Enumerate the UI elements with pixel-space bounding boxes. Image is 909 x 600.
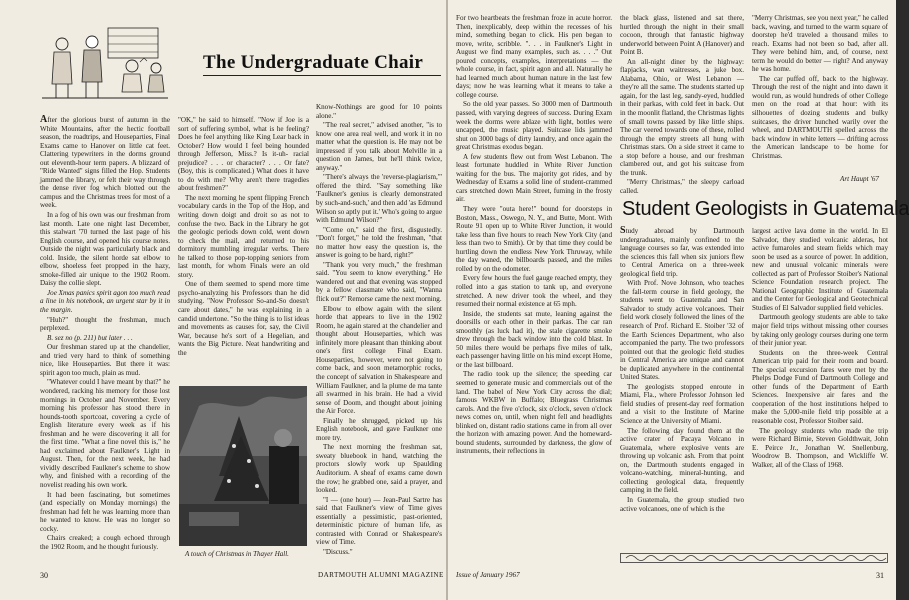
paragraph: An all-night diner by the highway: flapjacks, wan waitresses, a juke box. Alabama, Ohio, or West Lebanon — they're all the same. The students started up again, for the last leg, sandy-eyed, huddled in their parkas, with cold feet in back. Out in the moonlit flatland, the Christmas lights of small towns passed by like little ships. The car veered towards one of these, rolled through the empty streets all hung with Christmas stars. On a side street it came to a stop before a house, and our freshman clambered out, and got his suitcase from the trunk. (620, 57, 744, 177)
left-column-3 (316, 103, 442, 566)
student-sketch-illustration (40, 22, 170, 104)
right-column-3 (752, 14, 888, 174)
paragraph: In Guatemala, the group studied two active volcanoes, one of which is the (620, 495, 744, 513)
left-page (0, 0, 446, 600)
geology-column-2 (752, 227, 888, 549)
left-column-2 (178, 116, 309, 381)
paragraph: The geologists stopped enroute in Miami, Fla., where Professor Johnson led field studies of present-day reef formation and a visit to the Institute of Marine Science at the University of Miami. (620, 382, 744, 426)
page-number-right: 31 (876, 571, 884, 580)
author-signature: Art Haupt '67 (840, 175, 879, 183)
paragraph: After the glorious burst of autumn in the White Mountains, after the hectic football season, the roadtrips, and Houseparties, Final Exams came to Hanover on little cat feet. Clattering typewriters in the dorms ground out eleventh-hour term papers. A blizzard of "Ride Wanted" signs filled the Hop. Students jammed the library, or felt their way through the dense river fog which blotted out the campus and the Christmas trees for most of a week. (40, 114, 170, 210)
paragraph: The next morning the freshman sat, sweaty bluebook in hand, watching the proctors slowly work up Spaulding Auditorium. A sheaf of exams came down the row; he grabbed one, said a prayer, and looked. (316, 443, 442, 495)
paragraph: "Discuss." (323, 547, 353, 556)
paragraph: Inside, the students sat mute, leaning against the doorsills or each other in their parkas. The car ran smoothly (as luck had it), the stale cigarette smoke drew through the back window into the cold blast. In 50 miles there would be perhaps five miles of talk, each passenger having little on his mind except Home, or the last billboard. (456, 309, 612, 369)
footer-issue-date (456, 571, 520, 579)
paragraph: A few students flew out from West Lebanon. The least fortunate huddled in White River Junction waiting for the bus. The majority got rides, and by Wednesday of Exams a solid line of student-crammed cars stretched down Main Street, fuming in the frosty air. (456, 152, 612, 204)
decorative-ornament-band (620, 551, 888, 565)
christmas-thayer-hall-photo (179, 386, 307, 546)
paragraph: They were "outa here!" bound for doorsteps in Boston, Mass., Oswego, N. Y., and Butte, Mont. With Route 91 open up to White River Junction, it would take less than five hours to reach New York City (and less than two to Smith). Or by that time they could be hurtling down the endless New York Thruway, while the day waned, the billboards passed, and the miles rolled by on the odometer. (456, 205, 612, 273)
issue-date-text: Issue of January 1967 (456, 571, 520, 579)
paragraph: the black glass, listened and sat there, hurtled through the night in their small cocoon, through that fantastic highway underworld between Point A (Hanover) and Point B. (620, 14, 744, 57)
paragraph: The car puffed off, back to the highway. Through the rest of the night and into dawn it would run, as would hundreds of other College men on the road at that hour: with its silhouettes of dozing students and bulky suitcases, the driver hunched warily over the wheel, and DARTMOUTH spelled across the back window in white letters — drifting across the American landscape to be home for Christmas. (752, 74, 888, 160)
paragraph: "OK," he said to himself. "Now if Joe is a sort of suffering symbol, what is he feeling? Does he feel anything like King Lear back in October? How would I feel being hounded through Jefferson, Miss.? Is it-uh- racial prejudice? . . . or character? . . . Or fate? (Boy, this is complicated.) What does it have to do with me? Why aren't there tragedies about freshmen?" (178, 116, 309, 193)
footer-magazine-name: DARTMOUTH ALUMNI MAGAZINE (318, 571, 444, 579)
right-column-1 (456, 14, 612, 566)
paragraph: "Merry Christmas," the sleepy carload called. (620, 178, 744, 195)
photo-caption: A touch of Christmas in Thayer Hall. (185, 550, 289, 558)
paragraph: Chairs creaked; a cough echoed through the 1902 Room, and he thought furiously. (40, 534, 170, 551)
right-page (448, 0, 909, 600)
paragraph: The geology students who made the trip were Richard Birnie, Steven Goldthwait, John E. Peirce Jr., Jonathan W. Snellenburg, Woodrow B. Thompson, and Wickliffe W. Walker, all of the Class of 1968. (752, 426, 888, 469)
paragraph: "The real secret," advised another, "is to know one area real well, and work it in no matter what the question is. He may not be impressed if you talk about Melville in a question on James, but he'll think twice, anyway." (316, 121, 442, 172)
paragraph: "Huh?" thought the freshman, much perplexed. (40, 315, 170, 333)
paragraph: The radio took up the silence; the speeding car seemed to generate music and commercials out of the land. The babel of New York City across the dial; famous WKBW in Buffalo; Bluegrass Christmas carols. And the five o'clock, six o'clock, seven o'clock news comes on, until, when night fell and headlights blinked on, distant radio stations came in from all over the horizon with amazing power. And the homeward-bound students, surrounded by darkness, the glow of instruments, their reflections in (456, 370, 612, 456)
left-column-1 (40, 116, 170, 566)
geology-column-1 (620, 227, 744, 549)
paragraph: For two heartbeats the freshman froze in acute horror. Then, inexplicably, deep within the recesses of his mind, something began to click. His pen began to move, write, scribble. ". . . in Faulkner's Light in August we find many examples, such as. . . ." Out poured concepts, examples, interpretations — the whole course, in fact, spirit agon and all. Naturally he had learned much about human nature in the last few days; now he was learning what it means to take a college course. (456, 14, 612, 99)
paragraph: Students on the three-week Central American trip paid for their room and board. The special excursion fares were met by the Phelps Dodge Fund of Dartmouth College and other funds of the Department of Earth Sciences. Inexpensive air fares and the cooperation of the host institutions helped to make the 5,000-mile field trip possible at a reasonable cost, Professor Stoiber said. (752, 348, 888, 426)
paragraph: "Come on," said the first, disgustedly. "Don't forget," he told the freshman, "that no matter how easy the question is, the answer is going to be hard, right?" (316, 225, 442, 260)
paragraph: It had been fascinating, but sometimes (and especially on Monday mornings) the freshman had felt he was learning more than he wanted to know. He was no longer so cocky. (40, 490, 170, 533)
paragraph: "Thank you very much," the freshman said. "You seem to know everything." He wandered out and that evening was stopped by a fellow classmate who said, "Wanna flick out?" Remorse came the next morning. (316, 260, 442, 304)
paragraph: Dartmouth geology students are able to take major field trips without missing other courses by taking only geology courses during one term of their junior year. (752, 313, 888, 348)
paragraph: Elbow to elbow again with the silent horde that appears to live in the 1902 Room, he again stared at the chandelier and thought about Houseparties, which was infinitely more pleasant than thinking about one's first college Final Exam. Houseparties, however, were not going to come back, and soon metamorphic rocks, the concept of salvation in Shakespeare and William Faulkner, and la plume de ma tante all swarmed in his brain. He had a vivid sense of Doom, and thought about joining the Air Force. (316, 304, 442, 416)
paragraph: Finally he shrugged, picked up his English notebook, and gave Faulkner one more try. (316, 416, 442, 442)
paragraph: Our freshman stared up at the chandelier, and tried very hard to think of something nice, like Houseparties. But there it was: spirit agon too much, plain as mud. (40, 343, 170, 377)
paragraph: Every few hours the fuel gauge reached empty, they rolled into a gas station to tank up, and everyone stretched. A new driver took the wheel, and they resumed their normal existence at 65 mph. (456, 274, 612, 309)
paragraph: The following day found them at the active crater of Pacaya Volcano in Guatemala, where explosive vents are throwing up volcanic ash. From that point on, the Dartmouth students engaged in volcano-watching, mineral-hunting, and collecting geological data, frequently camping in the field. (620, 426, 744, 495)
paragraph: largest active lava dome in the world. In El Salvador, they studied volcanic alderas, hot active fumaroles and steam fields which may soon be used as a source of power. In addition, new and unusual volcanic minerals were collected as part of Professor Stoiber's National Science Foundation research project. The National Geographic Institute of Guatemala and the Center for Geological and Geotechnical Studies of El Salvador supplied field vehicles. (752, 227, 888, 312)
paragraph: With Prof. Nove Johnson, who teaches the fall-term course in field geology, the students went to Guatemala and San Salvador to study active volcanoes. Their field work closely followed the lines of the research of Prof. Richard E. Stoiber '32 of the Earth Sciences Department, who also accompanied the party. The two professors pointed out that the geologic field studies in Central America are unique and cannot be duplicated anywhere in the continental United States. (620, 279, 744, 382)
column-heading: The Undergraduate Chair (203, 52, 424, 73)
page-number-left: 30 (40, 571, 48, 580)
paragraph: Joe Xmas panics spirit agon too much read a line in his notebook, an urgent star by it in the margin. (40, 288, 170, 315)
paragraph: Study abroad by Dartmouth undergraduates, mainly confined to the language courses so far, was extended into the sciences this fall when six juniors flew to Central America on a three-week geological field trip. (620, 225, 744, 278)
heading-rule (203, 75, 441, 76)
right-column-2 (620, 14, 744, 195)
paragraph: "I — (one hour) — Jean-Paul Sartre has said that Faulkner's view of Time gives essentially a pessimistic, past-oriented, deterministic picture of human life, as contrasted with Conrad or Shakespeare's view of Time. (316, 495, 442, 547)
paragraph: "Whatever could I have meant by that?" he wondered, racking his memory for those lost mornings in October and November. Every morning his professor has stood there in hounds-tooth sportcoat, covering a cycle of English literature every week as if his freshman and he were discovering it all for the first time. "What a fine novel this is," he had exclaimed about Faulkner's Light in August. Then, for the next week, he had vividly described Faulkner's scheme to show why, and finished with a recording of the novelist reading his own work. (40, 378, 170, 489)
paragraph: "Merry Christmas, see you next year," he called back, waving, and turned to the warm square of doorstep he'd traveled a thousand miles to reach. Exams had not been so bad, after all. They were behind him, and, of course, next term he would do better — right? And anyway he was home. (752, 14, 888, 74)
geology-article-heading: Student Geologists in Guatemala (622, 198, 909, 220)
paragraph: "There's always the 'reverse-plagiarism,'" offered the third. "Say something like 'Faulkner's genius is clearly demonstrated by such-and-such,' and then add 'as Edmund Wilson so aptly put it.' Who's going to argue with Edmund Wilson?" (316, 173, 442, 225)
paragraph: One of them seemed to spend more time psycho-analyzing his Professors than he did studying. "Now Professor So-and-So doesn't care about dates," he was explaining in a candid undertone. "So the thing is to list ideas and movements as causes for, say, the Civil War, because he's sort of a Hegelian, and wants the Big Picture. Neat handwriting and the (178, 280, 309, 357)
paragraph: Know-Nothings are good for 10 points alone." (316, 103, 442, 120)
paragraph: In a fog of his own was our freshman from last month. Late one night last December, this stalwart '70 turned the last page of his English course, and opened his course notes. Outside the night was particularly black and cold. Inside, the silent horde sat elbow to elbow, shoeless feet propped in the hazy, smoke-filled air unique to the 1902 Room. Daisy the collie slept. (40, 211, 170, 288)
paragraph: B. sez no (p. 211) but later . . . (47, 333, 133, 342)
paragraph: The next morning he spent flipping French vocabulary cards in the Top of the Hop, and writing down doigt and droit so as not to confuse the two. Back in the Library he got the geologic periods down cold, went down to check the mail, and returned to his dormitory mumbling irregular verbs. There he talked to those pop-topping seniors from last month, for whom Finals were an old story. (178, 193, 309, 279)
paragraph: So the old year passes. So 3000 men of Dartmouth passed, with varying degrees of success. During Exam week the dorms were ablaze with light, bottles were uncapped, the music played. Suitcase lids jammed shut on 3000 bags of dirty laundry, and once again the great Christmas exodus began. (456, 100, 612, 152)
